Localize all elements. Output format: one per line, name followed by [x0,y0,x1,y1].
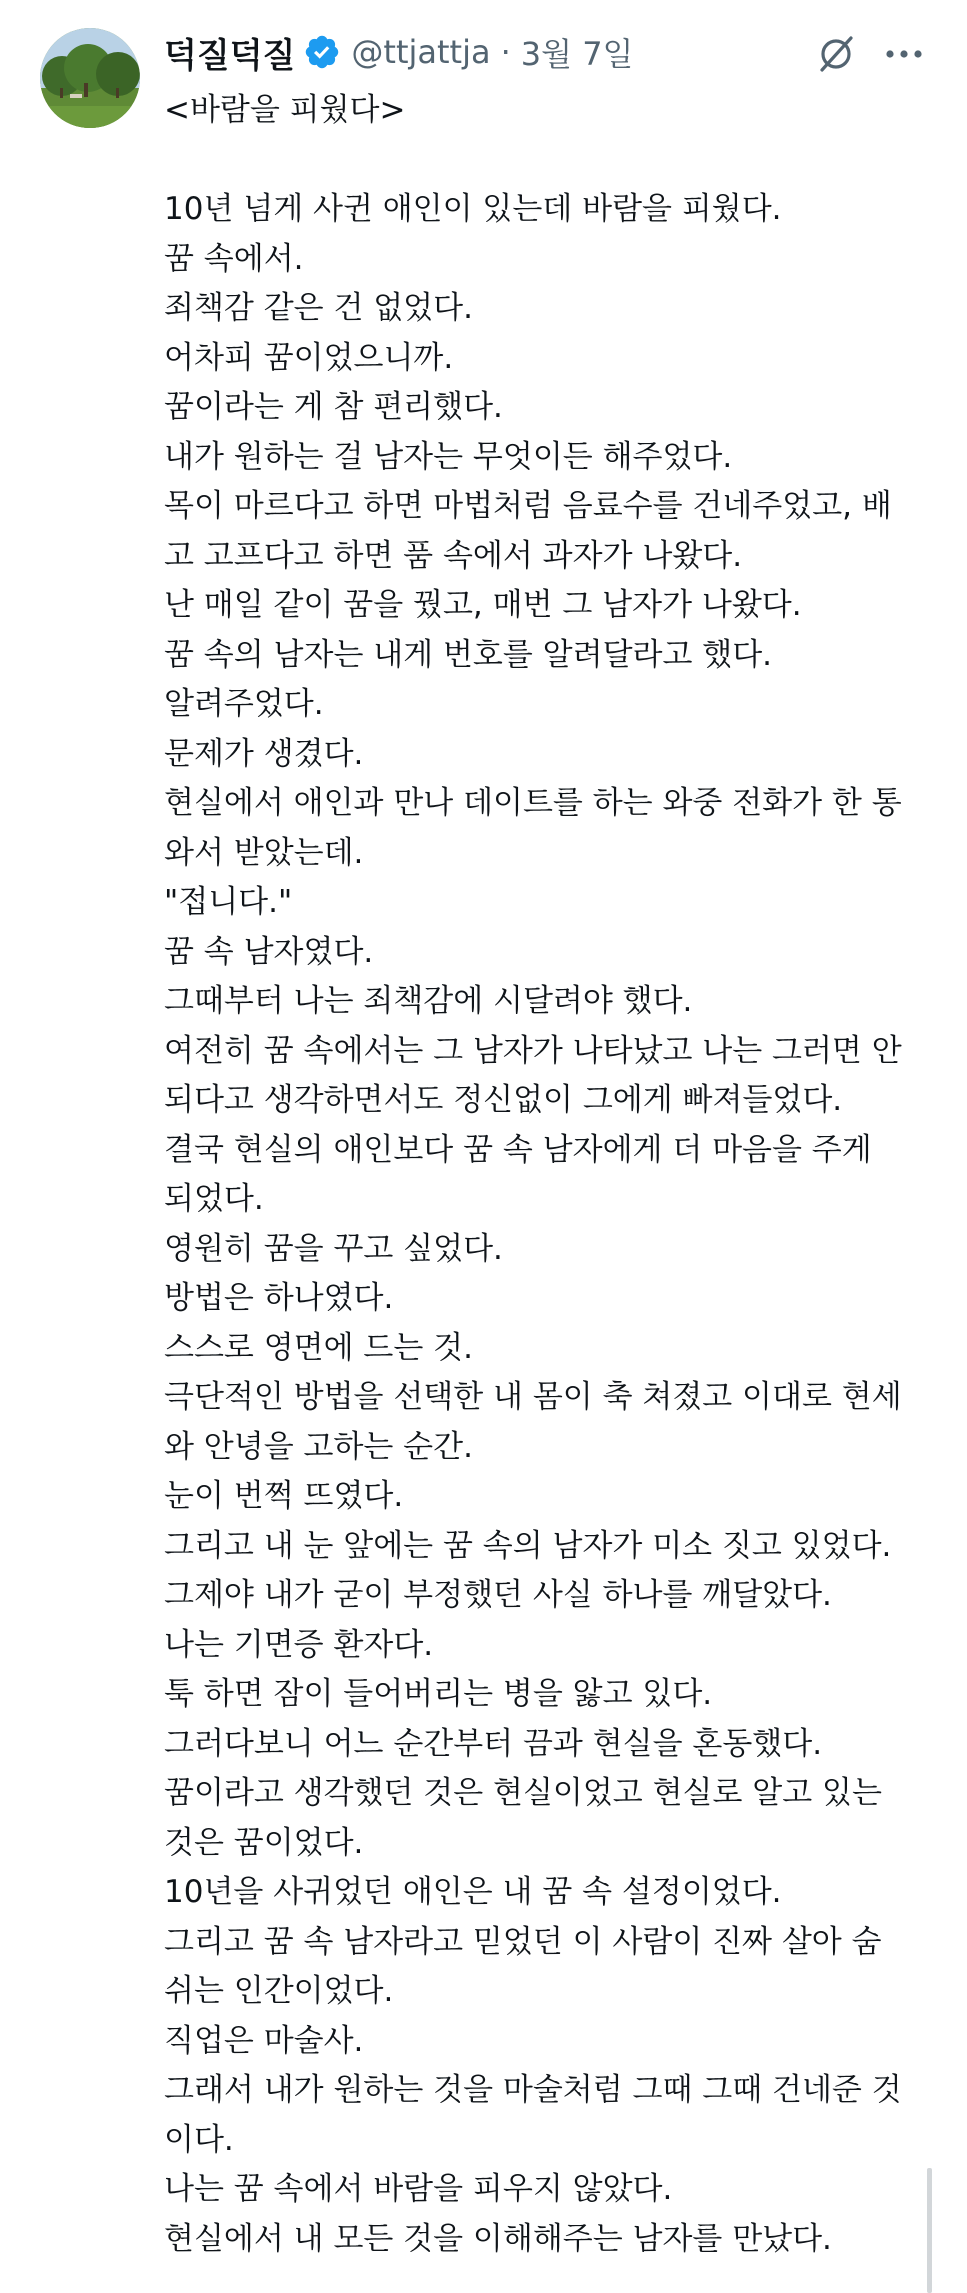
tweet-text-line: 꿈 속 남자였다. [164,933,374,970]
avatar[interactable] [40,28,140,128]
author-display-name[interactable]: 덕질덕질 [164,35,296,76]
tweet-text-line: 그러다보니 어느 순간부터 끔과 현실을 혼동했다. [164,1725,823,1762]
tweet-text-line: 알려주었다. [164,686,324,722]
tweet-text-line: 나는 기면증 환자다. [164,1626,434,1663]
verified-badge-icon [303,33,341,71]
tweet-text-line: 내가 원하는 걸 남자는 무엇이든 해주었다. [164,438,733,475]
grok-button[interactable] [810,28,862,80]
tweet-text-line: 극단적인 방법을 선택한 내 몸이 축 쳐졌고 이대로 현세 [164,1379,902,1415]
separator-dot: · [500,33,511,71]
tweet-text [164,86,944,2264]
tweet-text-line: 와서 받았는데. [164,834,364,871]
tweet-text-line: 되었다. [164,1181,264,1217]
tweet-text-line: 스스로 영면에 드는 것. [164,1329,473,1366]
tweet-text-line: 고 고프다고 하면 품 속에서 과자가 나왔다. [164,537,743,574]
tweet-text-line: 되다고 생각하면서도 정신없이 그에게 빠져들었다. [164,1082,843,1118]
grok-icon [814,32,858,76]
tweet-text-line: 나는 꿈 속에서 바람을 피우지 않았다. [164,2171,673,2207]
tweet-text-line: 와 안녕을 고하는 순간. [164,1428,473,1465]
tweet-text-line: 직업은 마술사. [164,2022,364,2059]
tweet-text-line: 그리고 내 눈 앞에는 꿈 속의 남자가 미소 짓고 있었다. [164,1527,892,1564]
tweet-text-line: 꿈 속의 남자는 내게 번호를 알려달라고 했다. [164,636,773,673]
tweet-text-line: 그제야 내가 굳이 부정했던 사실 하나를 깨달았다. [164,1577,832,1613]
tweet-text-line: 그리고 꿈 속 남자라고 믿었던 이 사람이 진짜 살아 숨 [164,1923,882,1960]
tweet-text-line: 죄책감 같은 건 없었다. [164,290,473,326]
post-date[interactable]: 3월 7일 [520,35,634,73]
tweet-text-line [164,136,944,186]
tweet-text-line: 꿈 속에서. [164,240,304,277]
tweet-text-line: <바람을 피웠다> [164,92,406,128]
tweet-text-line: 여전히 꿈 속에서는 그 남자가 나타났고 나는 그러면 안 [164,1032,902,1069]
tweet-text-line: 영원히 꿈을 꾸고 싶었다. [164,1230,503,1267]
tweet-text-line: 그래서 내가 원하는 것을 마술처럼 그때 그때 건네준 것 [164,2072,902,2108]
tweet-text-line: 현실에서 애인과 만나 데이트를 하는 와중 전화가 한 통 [164,785,902,821]
tweet-text-line: 이다. [164,2121,234,2158]
tweet-text-line: 10년 넘게 사귄 애인이 있는데 바람을 피웠다. [164,191,782,227]
tweet-text-line: 꿈이라고 생각했던 것은 현실이었고 현실로 알고 있는 [164,1775,882,1811]
tweet-text-line: 어차피 꿈이었으니까. [164,339,454,376]
tweet-text-line: 그때부터 나는 죄책감에 시달려야 했다. [164,983,693,1019]
tweet-text-line: 툭 하면 잠이 들어버리는 병을 앓고 있다. [164,1676,713,1712]
tweet-text-line: 목이 마르다고 하면 마법처럼 음료수를 건네주었고, 배 [164,488,892,524]
tweet-text-line: 것은 꿈이었다. [164,1824,364,1861]
more-options-button[interactable] [878,28,930,80]
tweet-text-line: 10년을 사귀었던 애인은 내 꿈 속 설정이었다. [164,1874,782,1910]
tweet-text-line: 결국 현실의 애인보다 꿈 속 남자에게 더 마음을 주게 [164,1131,872,1168]
scrollbar-thumb[interactable] [927,2168,932,2293]
tweet-text-line: 방법은 하나였다. [164,1280,394,1316]
tweet-text-line: 현실에서 내 모든 것을 이해해주는 남자를 만났다. [164,2220,832,2257]
avatar-image [40,28,140,128]
tweet-text-line: 쉬는 인간이었다. [164,1973,394,2009]
tweet-text-line: 난 매일 같이 꿈을 꿨고, 매번 그 남자가 나왔다. [164,587,802,623]
author-handle[interactable]: @ttjattja [351,33,491,71]
tweet-header [164,24,633,80]
more-options-icon [884,48,924,60]
tweet-text-line: 문제가 생겼다. [164,735,364,772]
tweet-text-line: "접니다." [164,884,293,920]
tweet-text-line: 꿈이라는 게 참 편리했다. [164,389,503,425]
tweet-text-line: 눈이 번쩍 뜨였다. [164,1478,404,1514]
